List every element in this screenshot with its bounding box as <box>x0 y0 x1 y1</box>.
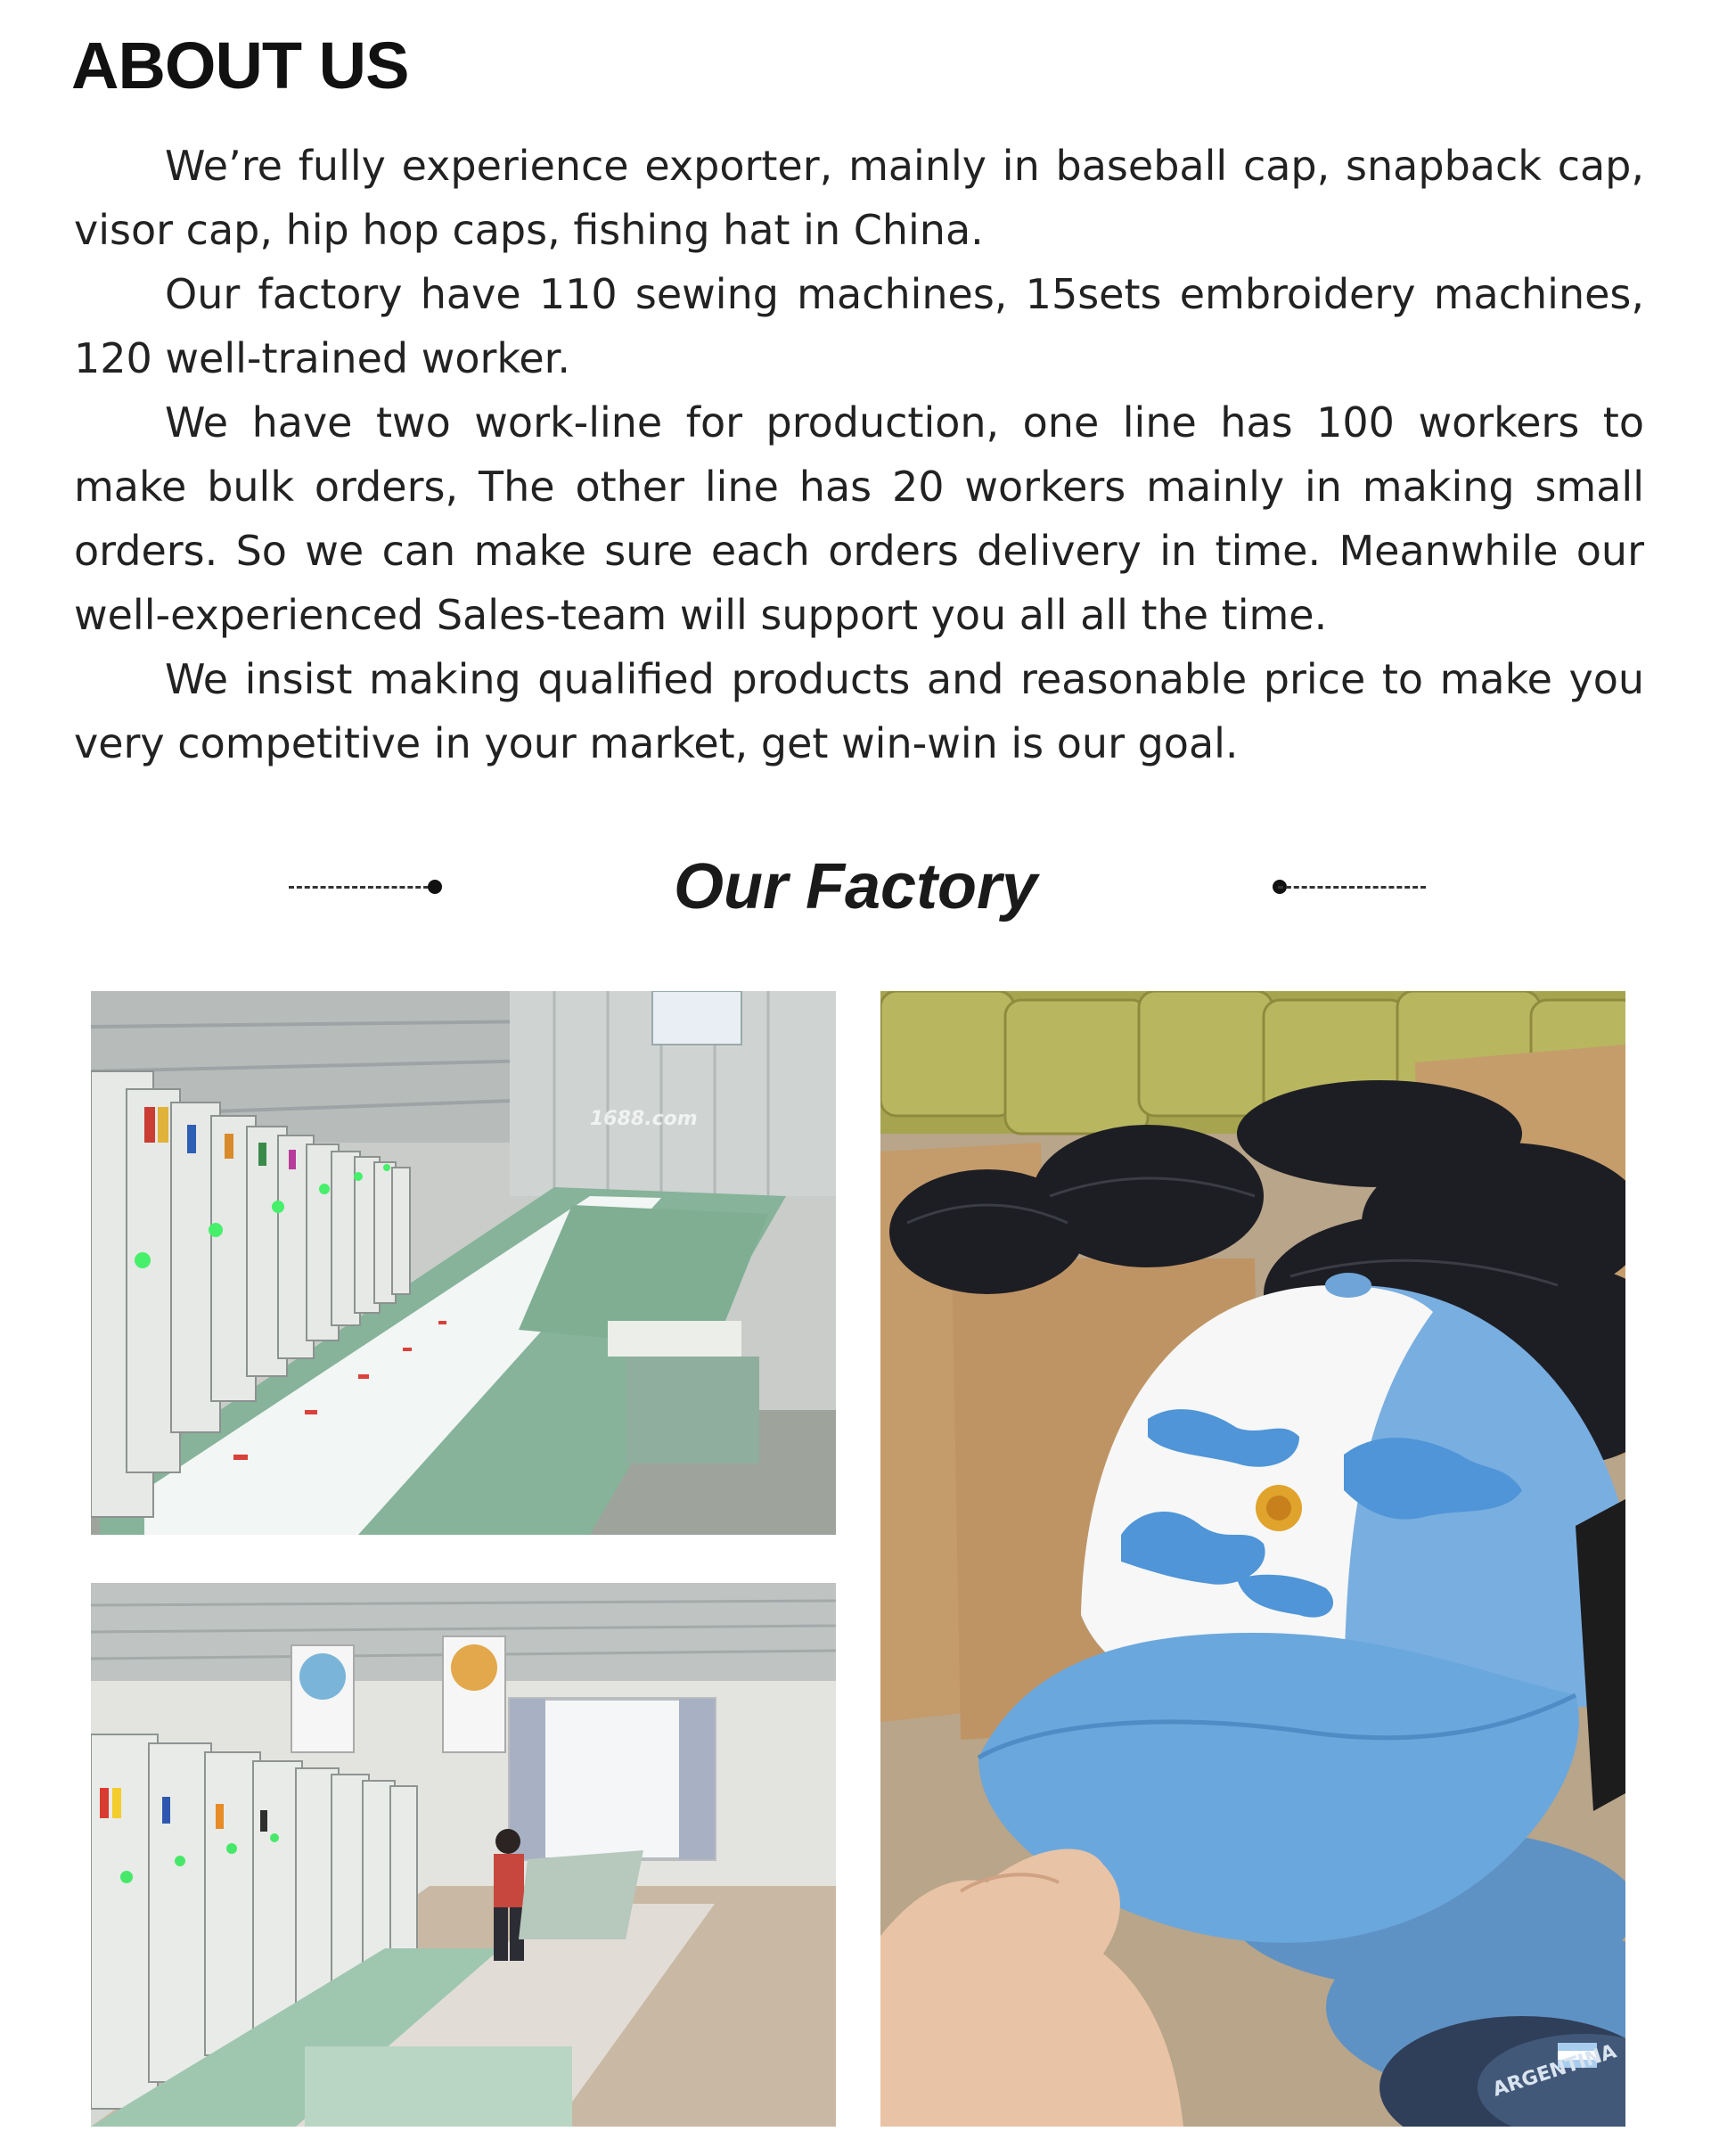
embroidered-cap-photo <box>880 991 1625 2127</box>
about-paragraph-4: We insist making qualified products and reasonable price to make you very competitive in your market, get win-win is our goal. <box>74 655 1644 767</box>
our-factory-title: Our Factory <box>673 851 1038 922</box>
embroidery-line-photo <box>91 1583 836 2127</box>
our-factory-heading <box>0 847 1711 927</box>
about-paragraph-2: Our factory have 110 sewing machines, 15sets embroidery machines, 120 well-trained worker. <box>74 270 1644 382</box>
about-paragraph-1: We’re fully experience exporter, mainly in baseball cap, snapback cap, visor cap, hip hop caps, fishing hat in China. <box>74 142 1644 254</box>
about-us-text <box>74 134 1644 775</box>
cap-embroidered-text: ARGENTINA <box>1490 2040 1619 2102</box>
right-dashed-divider <box>1278 886 1426 889</box>
about-us-title: ABOUT US <box>71 29 409 102</box>
about-paragraph-3: We have two work-line for production, one line has 100 workers to make bulk orders, The other line has 20 workers mainly in making small orders. So we can make sure each orders delivery in time. Meanwhile our well-experienced Sales-team will support you all all the time. <box>74 398 1644 639</box>
watermark-text: 1688.com <box>590 1108 698 1130</box>
embroidery-workshop-photo <box>91 991 836 1535</box>
